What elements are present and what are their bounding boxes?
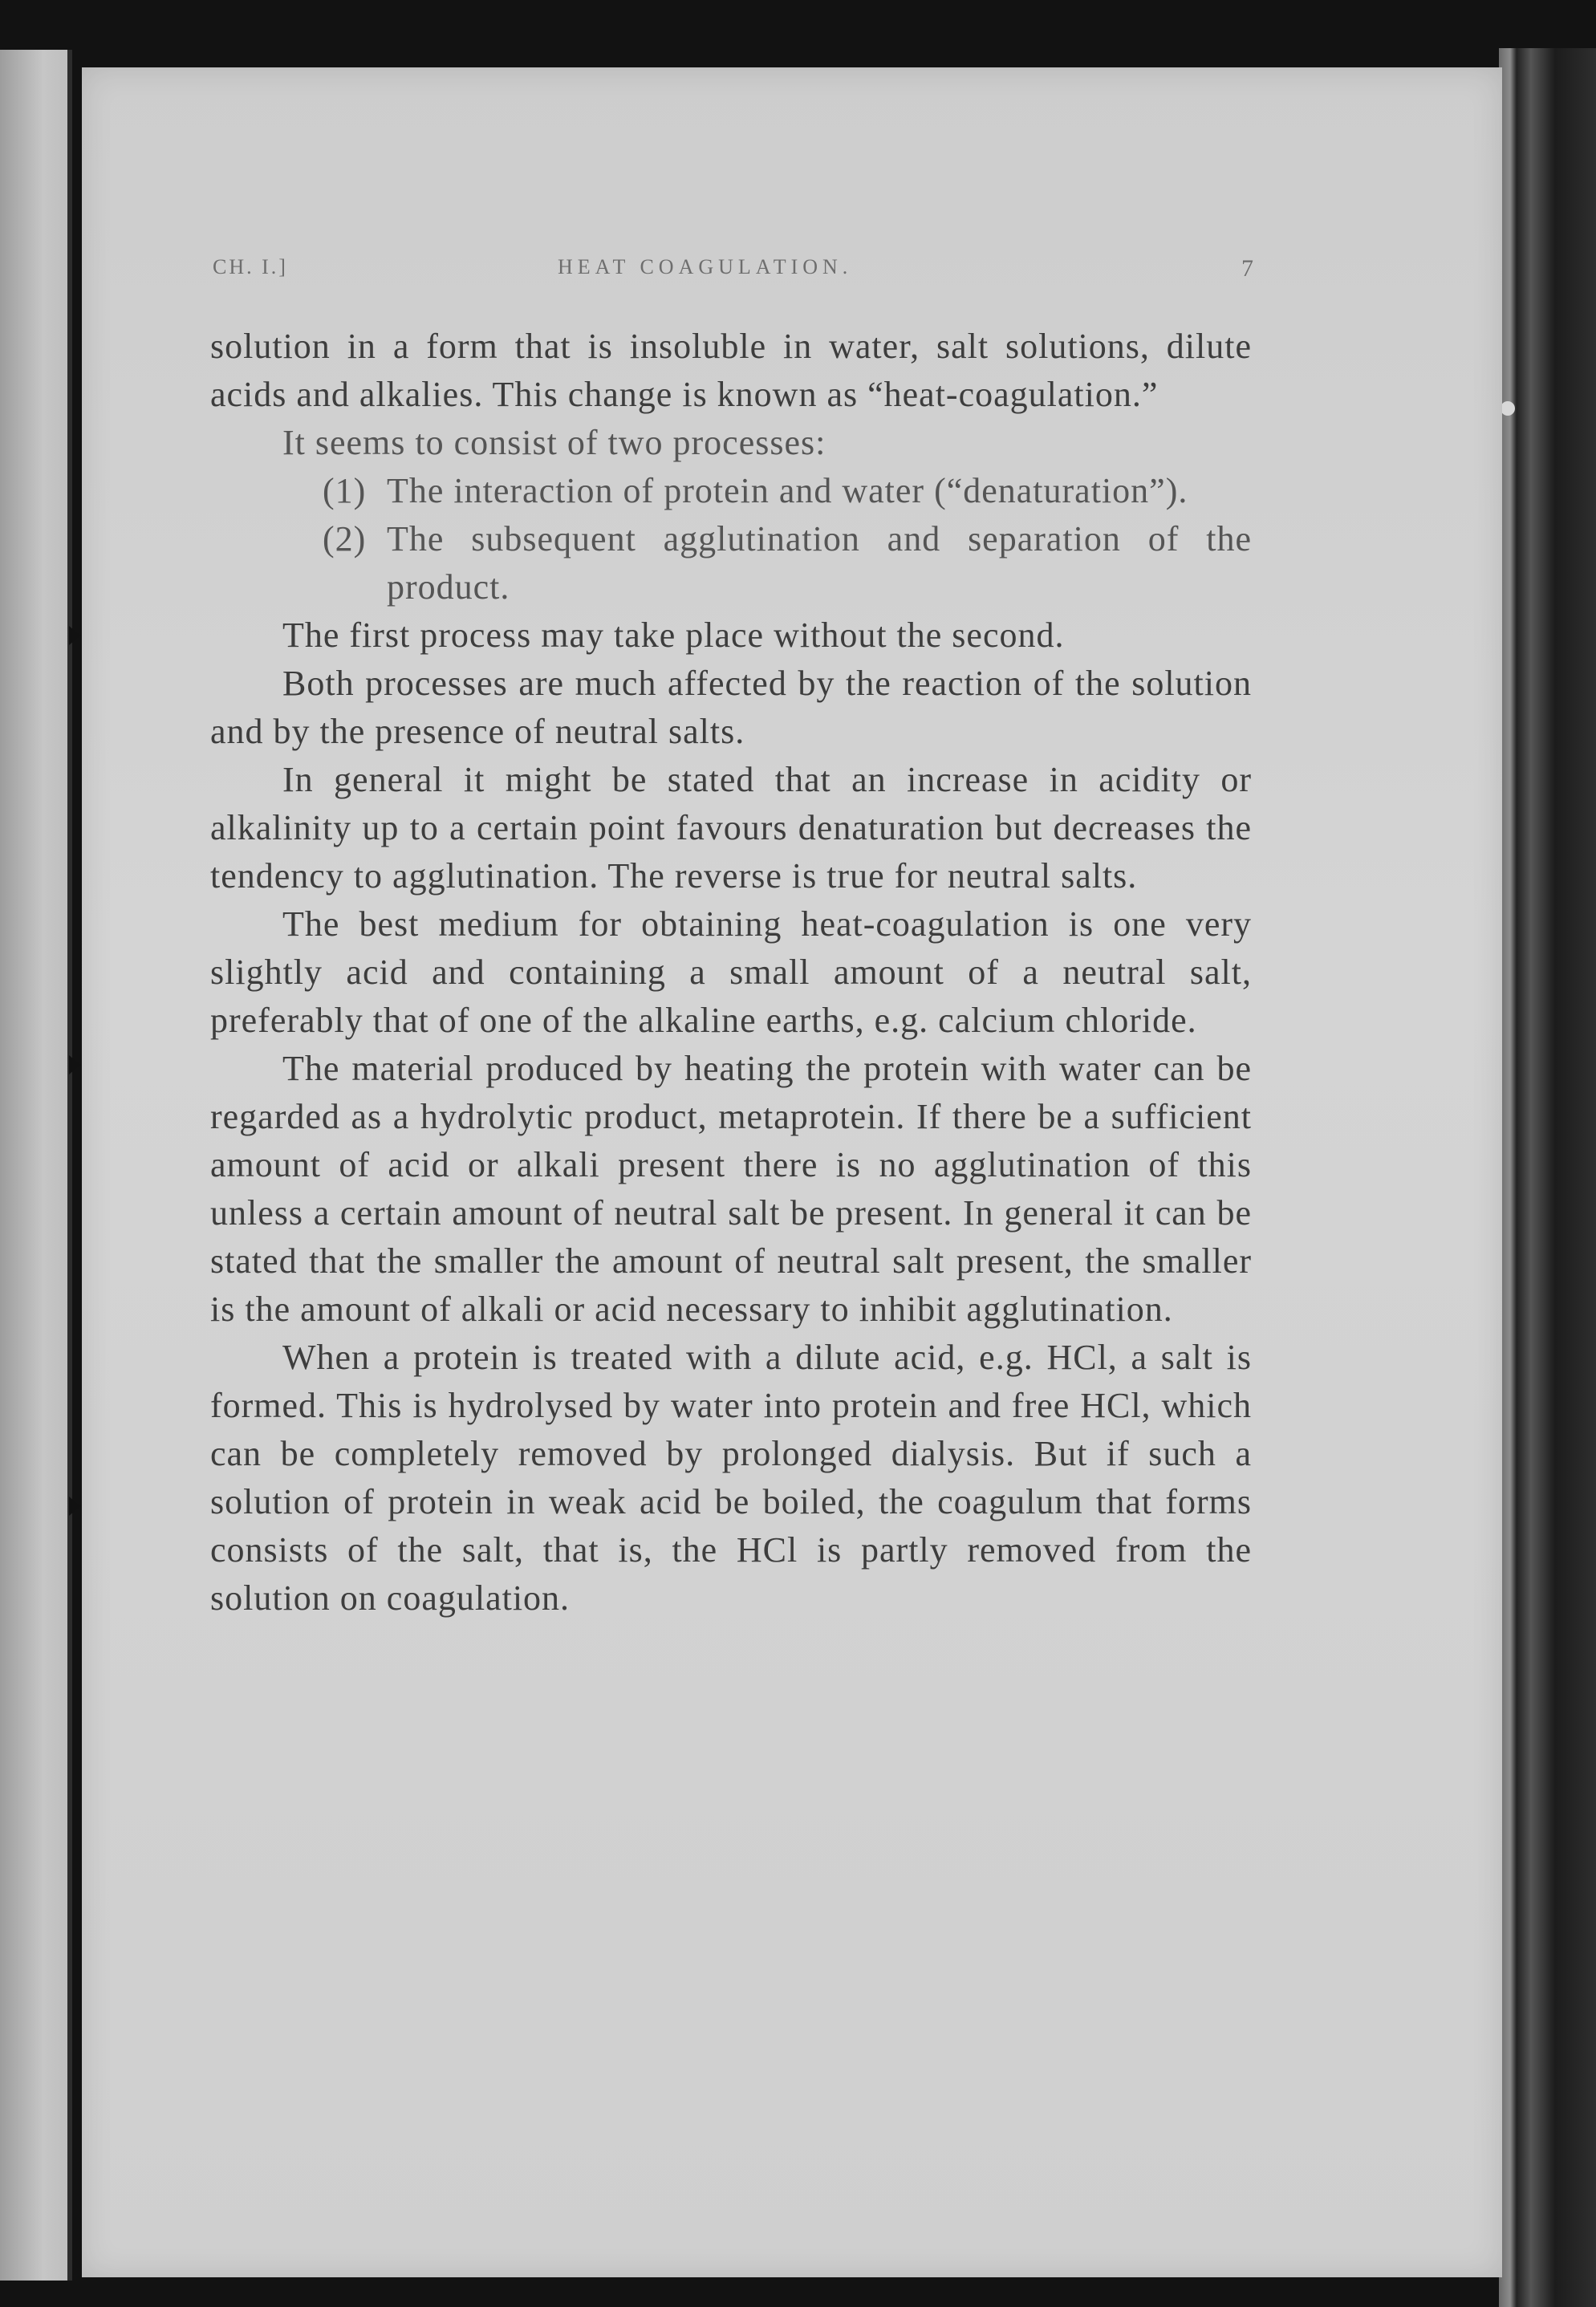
list-item bbox=[210, 515, 1252, 611]
page-marker-2 bbox=[69, 1055, 80, 1074]
list-number: (1) bbox=[323, 471, 367, 510]
list-text: The interaction of protein and water (“denaturation”). bbox=[387, 471, 1188, 510]
page-marker-1 bbox=[69, 626, 80, 645]
paragraph: Both processes are much affected by the reaction of the solution and by the presence of neutral salts. bbox=[210, 664, 1252, 751]
list-number: (2) bbox=[323, 519, 367, 558]
page-number: 7 bbox=[1241, 255, 1256, 282]
paragraph: The material produced by heating the protein with water can be regarded as a hydrolytic product, metaprotein. If there be a sufficient amount of acid or alkali present there is no agglutination of this unless a certain amount of neutral salt be present. In general it can be stated that the smaller the amount of neutral salt present, the smaller is the amount of alkali or acid necessary to inhibit agglutination. bbox=[210, 1049, 1252, 1329]
paragraph: The best medium for obtaining heat-coagulation is one very slightly acid and containing a small amount of a neutral salt, preferably that of one of the alkaline earths, e.g. calcium chloride. bbox=[210, 904, 1252, 1040]
paragraph: In general it might be stated that an increase in acidity or alkalinity up to a certain point favours denaturation but decreases the tendency to agglutination. The reverse is true for neutral salts. bbox=[210, 760, 1252, 896]
paragraph: When a protein is treated with a dilute acid, e.g. HCl, a salt is formed. This is hydrolysed by water into protein and free HCl, which can be completely removed by prolonged dialysis. But if such a solution of protein in weak acid be boiled, the coagulum that forms consists of the salt, that is, the HCl is partly removed from the solution on coagulation. bbox=[210, 1338, 1252, 1618]
book-gutter bbox=[67, 50, 72, 2281]
book-page-edges bbox=[1499, 48, 1596, 2307]
running-head bbox=[213, 255, 1256, 287]
paragraph: The first process may take place without the second. bbox=[282, 615, 1065, 655]
paragraph: solution in a form that is insoluble in water, salt solutions, dilute acids and alkalies. This change is known as “heat-coagulation.” bbox=[210, 327, 1252, 414]
list-item bbox=[210, 467, 1252, 515]
paragraph: It seems to consist of two processes: bbox=[282, 423, 826, 462]
page-title: HEAT COAGULATION. bbox=[558, 255, 853, 278]
page-marker-3 bbox=[69, 1497, 80, 1516]
list-text: The subsequent agglutination and separation of the product. bbox=[387, 519, 1252, 607]
chapter-label: CH. I.] bbox=[213, 255, 288, 278]
body-text bbox=[210, 323, 1252, 1623]
previous-page-edge bbox=[0, 50, 72, 2281]
page-stain bbox=[1501, 401, 1515, 416]
